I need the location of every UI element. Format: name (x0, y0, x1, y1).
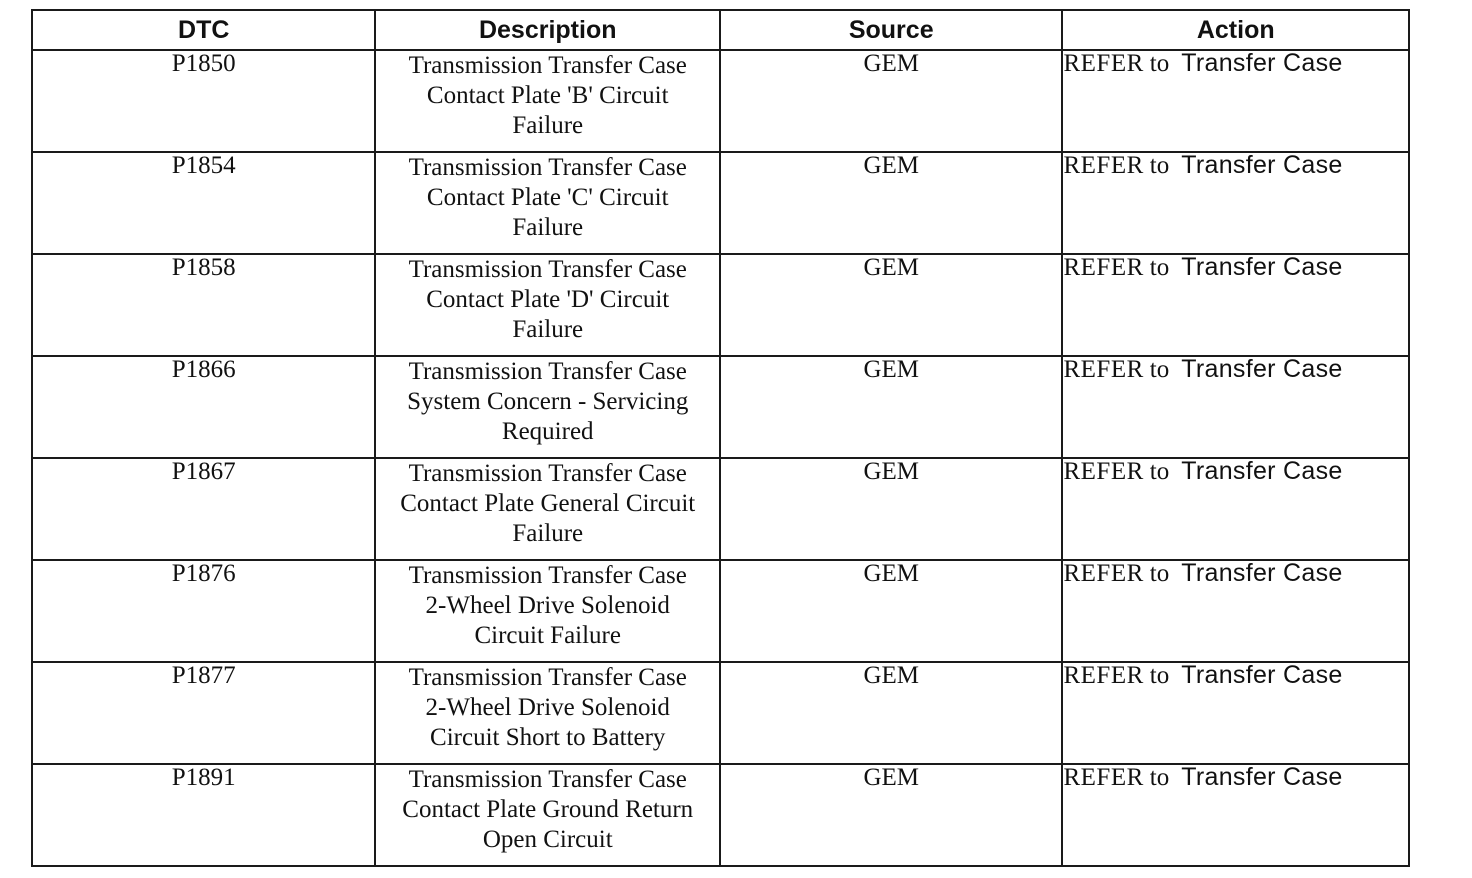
source-cell: GEM (720, 560, 1062, 662)
action-to: to (1149, 356, 1170, 383)
action-cell (1062, 152, 1409, 254)
description-cell: Transmission Transfer Case System Concern - Servicing Required (375, 356, 720, 458)
source-cell: GEM (720, 458, 1062, 560)
table-row (32, 356, 1409, 458)
source-cell: GEM (720, 356, 1062, 458)
table-header (32, 10, 1409, 50)
action-refer: REFER (1063, 560, 1144, 587)
dtc-code: P1877 (32, 662, 375, 764)
action-target: Transfer Case (1181, 661, 1343, 689)
action-cell (1062, 50, 1409, 152)
description-cell: Transmission Transfer Case Contact Plate 'C' Circuit Failure (375, 152, 720, 254)
header-description: Description (375, 10, 720, 50)
table-body (32, 50, 1409, 866)
source-cell: GEM (720, 152, 1062, 254)
table-row (32, 152, 1409, 254)
action-refer: REFER (1063, 764, 1144, 791)
description-cell: Transmission Transfer Case 2-Wheel Drive Solenoid Circuit Short to Battery (375, 662, 720, 764)
description-cell: Transmission Transfer Case Contact Plate General Circuit Failure (375, 458, 720, 560)
table-row (32, 662, 1409, 764)
action-refer: REFER (1063, 254, 1144, 281)
action-target: Transfer Case (1181, 763, 1343, 791)
action-refer: REFER (1063, 458, 1144, 485)
action-target: Transfer Case (1181, 355, 1343, 383)
source-cell: GEM (720, 50, 1062, 152)
table-row (32, 560, 1409, 662)
action-cell (1062, 560, 1409, 662)
action-to: to (1149, 254, 1170, 281)
table-row (32, 50, 1409, 152)
action-cell (1062, 458, 1409, 560)
action-refer: REFER (1063, 356, 1144, 383)
header-action: Action (1062, 10, 1409, 50)
source-cell: GEM (720, 254, 1062, 356)
table-row (32, 458, 1409, 560)
description-cell: Transmission Transfer Case Contact Plate 'D' Circuit Failure (375, 254, 720, 356)
dtc-code: P1867 (32, 458, 375, 560)
action-cell (1062, 254, 1409, 356)
action-to: to (1149, 50, 1170, 77)
dtc-code: P1850 (32, 50, 375, 152)
action-cell (1062, 356, 1409, 458)
description-cell: Transmission Transfer Case Contact Plate 'B' Circuit Failure (375, 50, 720, 152)
table-row (32, 254, 1409, 356)
action-target: Transfer Case (1181, 457, 1343, 485)
action-to: to (1149, 560, 1170, 587)
dtc-code: P1854 (32, 152, 375, 254)
description-cell: Transmission Transfer Case 2-Wheel Drive Solenoid Circuit Failure (375, 560, 720, 662)
header-row (32, 10, 1409, 50)
dtc-code: P1876 (32, 560, 375, 662)
dtc-code: P1891 (32, 764, 375, 866)
action-cell (1062, 764, 1409, 866)
action-to: to (1149, 152, 1170, 179)
description-cell: Transmission Transfer Case Contact Plate Ground Return Open Circuit (375, 764, 720, 866)
action-to: to (1149, 764, 1170, 791)
action-to: to (1149, 458, 1170, 485)
header-source: Source (720, 10, 1062, 50)
action-target: Transfer Case (1181, 49, 1343, 77)
dtc-code: P1858 (32, 254, 375, 356)
action-cell (1062, 662, 1409, 764)
header-dtc: DTC (32, 10, 375, 50)
source-cell: GEM (720, 764, 1062, 866)
action-refer: REFER (1063, 152, 1144, 179)
table-row (32, 764, 1409, 866)
dtc-table (31, 9, 1410, 867)
action-target: Transfer Case (1181, 559, 1343, 587)
action-refer: REFER (1063, 50, 1144, 77)
action-target: Transfer Case (1181, 253, 1343, 281)
action-refer: REFER (1063, 662, 1144, 689)
action-to: to (1149, 662, 1170, 689)
action-target: Transfer Case (1181, 151, 1343, 179)
source-cell: GEM (720, 662, 1062, 764)
dtc-code: P1866 (32, 356, 375, 458)
